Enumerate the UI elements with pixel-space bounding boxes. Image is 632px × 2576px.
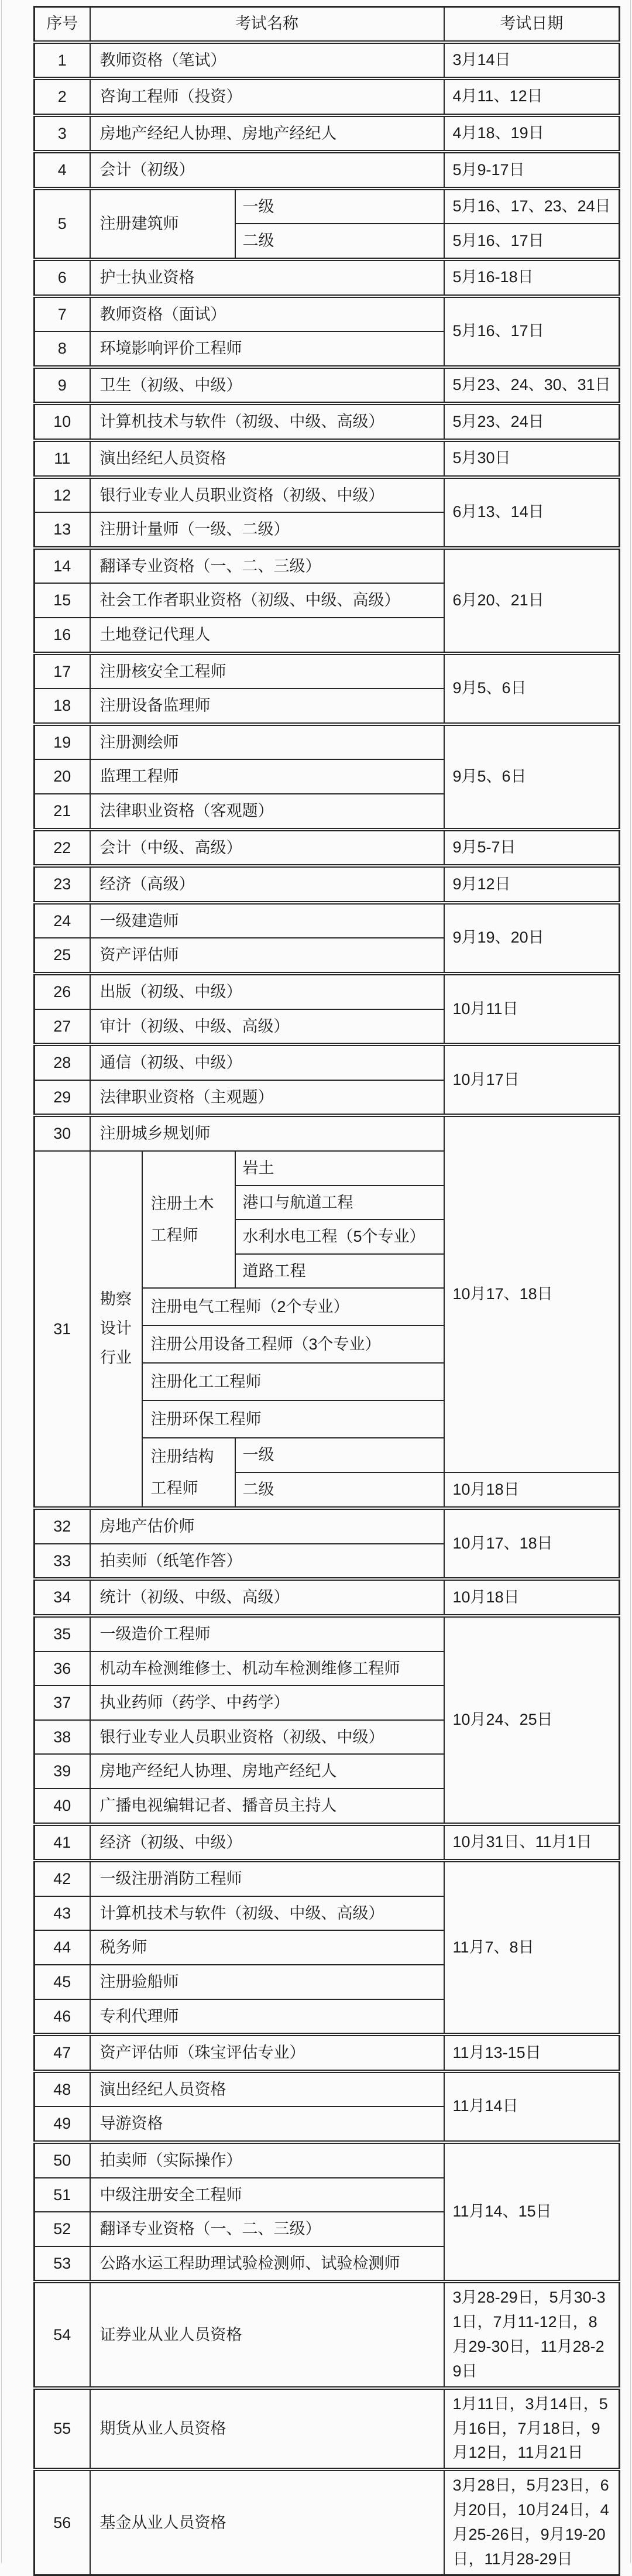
- exam-date-cell: 4月18、19日: [444, 115, 620, 152]
- row-number-cell: 23: [35, 866, 90, 903]
- row-number-cell: 43: [35, 1896, 90, 1931]
- exam-name-cell: 拍卖师（纸笔作答）: [90, 1544, 444, 1580]
- exam-name-cell: 一级造价工程师: [90, 1616, 444, 1652]
- exam-date-cell: 9月5、6日: [444, 724, 620, 830]
- exam-date-cell: 6月13、14日: [444, 477, 620, 548]
- exam-date-cell: 10月18日: [444, 1579, 620, 1616]
- table-row: [35, 2142, 620, 2178]
- table-row: [35, 830, 620, 866]
- row-number-cell: 16: [35, 618, 90, 653]
- exam-name-cell: 房地产估价师: [90, 1508, 444, 1544]
- table-row: [35, 653, 620, 689]
- exam-name-cell: 监理工程师: [90, 759, 444, 794]
- exam-name-cell: 公路水运工程助理试验检测师、试验检测师: [90, 2246, 444, 2282]
- table-row: [35, 477, 620, 513]
- exam-date-cell: 10月31日、11月1日: [444, 1824, 620, 1861]
- exam-schedule-table-container: [33, 6, 620, 2576]
- exam-name-cell: 中级注册安全工程师: [90, 2178, 444, 2212]
- exam-name-cell: 演出经纪人员资格: [90, 2071, 444, 2107]
- exam-date-cell: 5月16、17日: [444, 224, 620, 259]
- exam-date-cell: 9月5、6日: [444, 653, 620, 724]
- row-number-cell: 36: [35, 1652, 90, 1686]
- table-row: [35, 78, 620, 115]
- exam-name-cell: 专利代理师: [90, 1999, 444, 2035]
- page-left-edge: [1, 0, 2, 2563]
- exam-name-cell: 注册城乡规划师: [90, 1115, 444, 1151]
- row-number-cell: 24: [35, 903, 90, 938]
- exam-date-cell: 5月16-18日: [444, 259, 620, 296]
- table-row: [35, 2071, 620, 2107]
- exam-name-cell: 期货从业人员资格: [90, 2388, 444, 2470]
- row-number-cell: 2: [35, 78, 90, 115]
- row-number-cell: 47: [35, 2034, 90, 2071]
- row-number-cell: 8: [35, 331, 90, 367]
- exam-name-cell: 执业药师（药学、中药学）: [90, 1686, 444, 1720]
- table-row: [35, 1115, 620, 1151]
- exam-name-cell: 注册计量师（一级、二级）: [90, 512, 444, 548]
- exam-name-cell: 教师资格（笔试）: [90, 42, 444, 79]
- exam-name-cell: 注册测绘师: [90, 724, 444, 760]
- table-row: [35, 2282, 620, 2387]
- exam-name-cell: 一级注册消防工程师: [90, 1861, 444, 1896]
- exam-name-cell: 环境影响评价工程师: [90, 331, 444, 367]
- header-seq-cell: 序号: [35, 7, 90, 42]
- table-row: [35, 296, 620, 332]
- table-row: [35, 1508, 620, 1544]
- table-row: [35, 152, 620, 189]
- exam-table-body: [35, 42, 620, 2575]
- exam-date-cell: 4月11、12日: [444, 78, 620, 115]
- exam-name-cell: 计算机技术与软件（初级、中级、高级）: [90, 1896, 444, 1931]
- table-row: [35, 440, 620, 477]
- row-number-cell: 17: [35, 653, 90, 689]
- exam-level-cell: 道路工程: [235, 1254, 444, 1289]
- exam-date-cell: 11月14、15日: [444, 2142, 620, 2282]
- row-number-cell: 42: [35, 1861, 90, 1896]
- row-number-cell: 54: [35, 2282, 90, 2387]
- row-number-cell: 25: [35, 938, 90, 974]
- row-number-cell: 48: [35, 2071, 90, 2107]
- table-row: [35, 189, 620, 224]
- exam-name-cell: 审计（初级、中级、高级）: [90, 1009, 444, 1045]
- exam-date-cell: 5月30日: [444, 440, 620, 477]
- exam-name-cell: 机动车检测维修士、机动车检测维修工程师: [90, 1652, 444, 1686]
- row-number-cell: 12: [35, 477, 90, 513]
- row-number-cell: 22: [35, 830, 90, 866]
- exam-name-cell: 翻译专业资格（一、二、三级）: [90, 2212, 444, 2246]
- row-number-cell: 27: [35, 1009, 90, 1045]
- exam-date-cell: 5月16、17、23、24日: [444, 189, 620, 224]
- row-number-cell: 46: [35, 1999, 90, 2035]
- sub-exam-name-cell: 注册环保工程师: [142, 1400, 444, 1438]
- exam-name-cell: 房地产经纪人协理、房地产经纪人: [90, 115, 444, 152]
- exam-schedule-table: [33, 6, 620, 2576]
- row-number-cell: 52: [35, 2212, 90, 2246]
- table-row: [35, 974, 620, 1009]
- table-row: [35, 259, 620, 296]
- exam-name-cell: 一级建造师: [90, 903, 444, 938]
- exam-name-cell: 资产评估师: [90, 938, 444, 974]
- exam-name-cell: 注册验船师: [90, 1965, 444, 1999]
- exam-name-cell: 广播电视编辑记者、播音员主持人: [90, 1789, 444, 1824]
- row-number-cell: 31: [35, 1151, 90, 1508]
- table-row: [35, 403, 620, 440]
- exam-date-cell: 1月11日，3月14日，5月16日，7月18日，9月12日，11月21日: [444, 2388, 620, 2470]
- exam-date-cell: 3月28日，5月23日，6月20日，10月24日，4月25-26日，9月19-20日，11月28-29日: [444, 2469, 620, 2575]
- exam-name-cell: 拍卖师（实际操作）: [90, 2142, 444, 2178]
- exam-date-cell: 3月28-29日，5月30-31日，7月11-12日，8月29-30日，11月28-29日: [444, 2282, 620, 2387]
- row-number-cell: 30: [35, 1115, 90, 1151]
- exam-date-cell: 5月23、24、30、31日: [444, 367, 620, 404]
- sub-exam-name-cell: 注册土木工程师: [142, 1151, 235, 1288]
- exam-date-cell: 9月12日: [444, 866, 620, 903]
- row-number-cell: 33: [35, 1544, 90, 1580]
- exam-name-cell: 资产评估师（珠宝评估专业）: [90, 2034, 444, 2071]
- exam-date-cell: 6月20、21日: [444, 548, 620, 653]
- exam-level-cell: 一级: [235, 189, 444, 224]
- row-number-cell: 38: [35, 1720, 90, 1755]
- exam-date-cell: 10月17、18日: [444, 1508, 620, 1579]
- exam-date-cell: 5月23、24日: [444, 403, 620, 440]
- row-number-cell: 11: [35, 440, 90, 477]
- table-row: [35, 367, 620, 404]
- row-number-cell: 1: [35, 42, 90, 79]
- table-row: [35, 2034, 620, 2071]
- exam-name-cell: 注册建筑师: [90, 189, 235, 259]
- exam-name-cell: 翻译专业资格（一、二、三级）: [90, 548, 444, 584]
- exam-date-cell: 9月19、20日: [444, 903, 620, 974]
- sub-exam-name-cell: 注册结构工程师: [142, 1438, 235, 1508]
- exam-level-cell: 水利水电工程（5个专业）: [235, 1220, 444, 1254]
- table-row: [35, 42, 620, 79]
- row-number-cell: 18: [35, 688, 90, 724]
- row-number-cell: 20: [35, 759, 90, 794]
- exam-name-cell: 会计（初级）: [90, 152, 444, 189]
- exam-name-cell: 法律职业资格（主观题）: [90, 1080, 444, 1116]
- table-row: [35, 724, 620, 760]
- table-row: [35, 2469, 620, 2575]
- header-exam-name-cell: 考试名称: [90, 7, 444, 42]
- row-number-cell: 40: [35, 1789, 90, 1824]
- row-number-cell: 56: [35, 2469, 90, 2575]
- row-number-cell: 7: [35, 296, 90, 332]
- exam-level-cell: 二级: [235, 1472, 444, 1508]
- table-row: [35, 1579, 620, 1616]
- exam-name-cell: 社会工作者职业资格（初级、中级、高级）: [90, 583, 444, 618]
- row-number-cell: 41: [35, 1824, 90, 1861]
- exam-date-cell: 10月18日: [444, 1472, 620, 1508]
- exam-name-cell: 注册核安全工程师: [90, 653, 444, 689]
- table-header: [35, 7, 620, 42]
- exam-name-cell: 计算机技术与软件（初级、中级、高级）: [90, 403, 444, 440]
- table-row: [35, 866, 620, 903]
- row-number-cell: 32: [35, 1508, 90, 1544]
- row-number-cell: 50: [35, 2142, 90, 2178]
- row-number-cell: 45: [35, 1965, 90, 1999]
- row-number-cell: 9: [35, 367, 90, 404]
- exam-date-cell: 5月9-17日: [444, 152, 620, 189]
- row-number-cell: 51: [35, 2178, 90, 2212]
- header-row: [35, 7, 620, 42]
- row-number-cell: 10: [35, 403, 90, 440]
- row-number-cell: 35: [35, 1616, 90, 1652]
- row-number-cell: 15: [35, 583, 90, 618]
- exam-date-cell: 11月14日: [444, 2071, 620, 2142]
- row-number-cell: 19: [35, 724, 90, 760]
- row-number-cell: 5: [35, 189, 90, 259]
- exam-name-cell: 证券业从业人员资格: [90, 2282, 444, 2387]
- table-row: [35, 1861, 620, 1896]
- row-number-cell: 28: [35, 1044, 90, 1080]
- row-number-cell: 29: [35, 1080, 90, 1116]
- row-number-cell: 21: [35, 794, 90, 830]
- exam-name-cell: 基金从业人员资格: [90, 2469, 444, 2575]
- table-row: [35, 1824, 620, 1861]
- exam-name-cell: 法律职业资格（客观题）: [90, 794, 444, 830]
- exam-date-cell: 9月5-7日: [444, 830, 620, 866]
- exam-name-cell: 注册设备监理师: [90, 688, 444, 724]
- exam-date-cell: 11月7、8日: [444, 1861, 620, 2034]
- exam-level-cell: 二级: [235, 224, 444, 259]
- row-number-cell: 3: [35, 115, 90, 152]
- table-row: [35, 2388, 620, 2470]
- table-row: [35, 1044, 620, 1080]
- exam-name-cell: 教师资格（面试）: [90, 296, 444, 332]
- row-number-cell: 37: [35, 1686, 90, 1720]
- row-number-cell: 14: [35, 548, 90, 584]
- industry-group-cell: 勘察设计行业: [90, 1151, 142, 1508]
- exam-name-cell: 导游资格: [90, 2106, 444, 2142]
- sub-exam-name-cell: 注册公用设备工程师（3个专业）: [142, 1325, 444, 1363]
- exam-name-cell: 护士执业资格: [90, 259, 444, 296]
- table-row: [35, 903, 620, 938]
- row-number-cell: 4: [35, 152, 90, 189]
- row-number-cell: 34: [35, 1579, 90, 1616]
- table-row: [35, 548, 620, 584]
- exam-date-cell: 11月13-15日: [444, 2034, 620, 2071]
- row-number-cell: 6: [35, 259, 90, 296]
- exam-name-cell: 统计（初级、中级、高级）: [90, 1579, 444, 1616]
- exam-date-cell: 10月17、18日: [444, 1115, 620, 1472]
- row-number-cell: 13: [35, 512, 90, 548]
- sub-exam-name-cell: 注册电气工程师（2个专业）: [142, 1288, 444, 1325]
- page-right-edge: [630, 0, 631, 2563]
- exam-name-cell: 咨询工程师（投资）: [90, 78, 444, 115]
- exam-date-cell: 5月16、17日: [444, 296, 620, 367]
- exam-name-cell: 房地产经纪人协理、房地产经纪人: [90, 1754, 444, 1789]
- exam-date-cell: 3月14日: [444, 42, 620, 79]
- exam-date-cell: 10月24、25日: [444, 1616, 620, 1824]
- exam-name-cell: 经济（高级）: [90, 866, 444, 903]
- exam-level-cell: 一级: [235, 1438, 444, 1472]
- exam-name-cell: 演出经纪人员资格: [90, 440, 444, 477]
- header-exam-date-cell: 考试日期: [444, 7, 620, 42]
- table-row: [35, 1616, 620, 1652]
- row-number-cell: 26: [35, 974, 90, 1009]
- exam-name-cell: 通信（初级、中级）: [90, 1044, 444, 1080]
- exam-date-cell: 10月17日: [444, 1044, 620, 1115]
- table-row: [35, 115, 620, 152]
- row-number-cell: 49: [35, 2106, 90, 2142]
- exam-name-cell: 土地登记代理人: [90, 618, 444, 653]
- exam-name-cell: 会计（中级、高级）: [90, 830, 444, 866]
- exam-name-cell: 出版（初级、中级）: [90, 974, 444, 1009]
- sub-exam-name-cell: 注册化工工程师: [142, 1363, 444, 1400]
- exam-name-cell: 税务师: [90, 1930, 444, 1965]
- row-number-cell: 39: [35, 1754, 90, 1789]
- exam-name-cell: 卫生（初级、中级）: [90, 367, 444, 404]
- row-number-cell: 53: [35, 2246, 90, 2282]
- exam-name-cell: 银行业专业人员职业资格（初级、中级）: [90, 1720, 444, 1755]
- row-number-cell: 55: [35, 2388, 90, 2470]
- exam-name-cell: 经济（初级、中级）: [90, 1824, 444, 1861]
- row-number-cell: 44: [35, 1930, 90, 1965]
- exam-date-cell: 10月11日: [444, 974, 620, 1044]
- exam-name-cell: 银行业专业人员职业资格（初级、中级）: [90, 477, 444, 513]
- exam-level-cell: 港口与航道工程: [235, 1186, 444, 1220]
- exam-level-cell: 岩土: [235, 1151, 444, 1186]
